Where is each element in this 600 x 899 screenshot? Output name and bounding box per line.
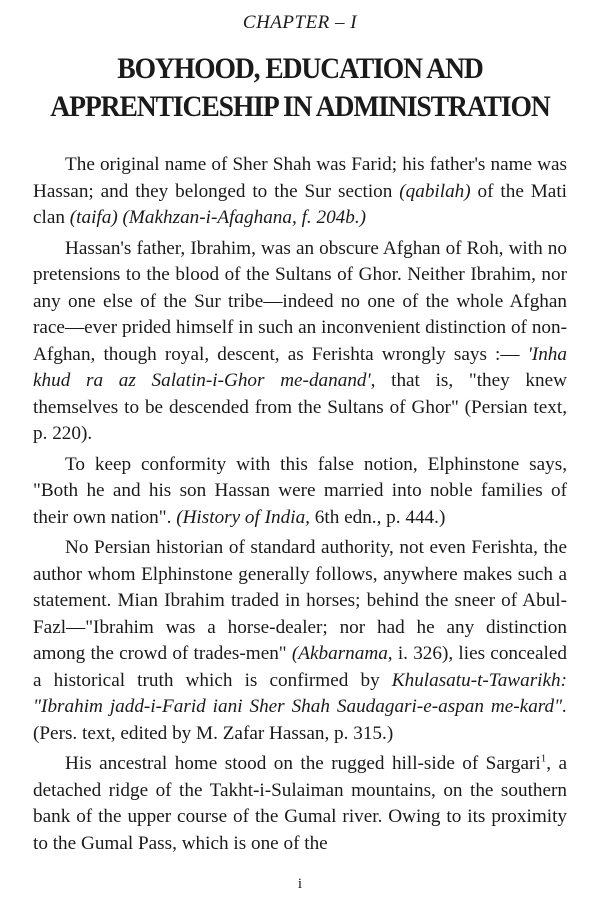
text-run: The original name of Sher Shah was Farid; his father's name was Hassan; and they belonged to the Sur section — [33, 154, 567, 202]
page-number: i — [297, 876, 303, 892]
body-text — [33, 152, 567, 861]
italic-text-run: (Akbarnama, — [291, 643, 393, 664]
paragraph — [33, 236, 567, 448]
paragraph — [33, 452, 567, 532]
paragraph — [33, 751, 567, 857]
paragraph — [33, 152, 567, 232]
text-run: of the Mati clan — [33, 180, 567, 228]
italic-text-run: 'Inha khud ra az Salatin-i-Ghor me-danand' — [33, 343, 567, 391]
chapter-title-line-1: BOYHOOD, EDUCATION AND — [117, 52, 483, 85]
text-run: (Pers. text, edited by M. Zafar Hassan, p. 315.) — [33, 722, 394, 744]
text-run: , that is, "they knew themselves to be descended from the Sultans of Ghor" (Persian text, p. 220). — [33, 370, 567, 444]
text-run: No Persian historian of standard authority, not even Ferishta, the author whom Elphinstone generally follows, anywhere makes such a statement. Mian Ibrahim traded in horses; behind the sneer of Abul-Fazl—"Ibrahim was a horse-dealer; nor had he any distinction among the crowd of trades-men" — [33, 537, 567, 664]
italic-text-run: (History of India, — [176, 506, 310, 528]
text-run: His ancestral home stood on the rugged hill-side of Sargari — [65, 753, 541, 774]
text-run: To keep conformity with this false notion, Elphinstone says, "Both he and his son Hassan were married into noble families of their own nation". — [33, 453, 567, 528]
text-run: , a detached ridge of the Takht-i-Sulaiman mountains, on the southern bank of the upper course of the Gumal river. Owing to its proximity to the Gumal Pass, which is one of the — [33, 753, 567, 854]
chapter-title — [24, 50, 576, 126]
italic-text-run: (qabilah) — [399, 180, 471, 202]
chapter-title-line-2: APPRENTICESHIP IN ADMINISTRATION — [50, 90, 550, 123]
footnote-marker: 1 — [540, 752, 547, 765]
text-run: i. 326), lies concealed a historical truth which is confirmed by — [33, 643, 567, 691]
text-run: Hassan's father, Ibrahim, was an obscure Afghan of Roh, with no pretensions to the blood of the Sultans of Ghor. Neither Ibrahim, nor any one else of the Sur tribe—indeed no one of the whole Afghan race—ever prided himself in such an inconvenient distinction of non-Afghan, though royal, descent, as Ferishta wrongly says :— — [33, 237, 567, 365]
text-run: 6th edn., p. 444.) — [309, 506, 446, 528]
paragraph — [33, 535, 567, 747]
chapter-label: CHAPTER – I — [242, 12, 358, 33]
italic-text-run: Khulasatu-t-Tawarikh: "Ibrahim jadd-i-Farid iani Sher Shah Saudagari-e-aspan me-kard". — [33, 669, 567, 717]
italic-text-run: (taifa) (Makhzan-i-Afaghana, f. 204b.) — [69, 207, 367, 228]
